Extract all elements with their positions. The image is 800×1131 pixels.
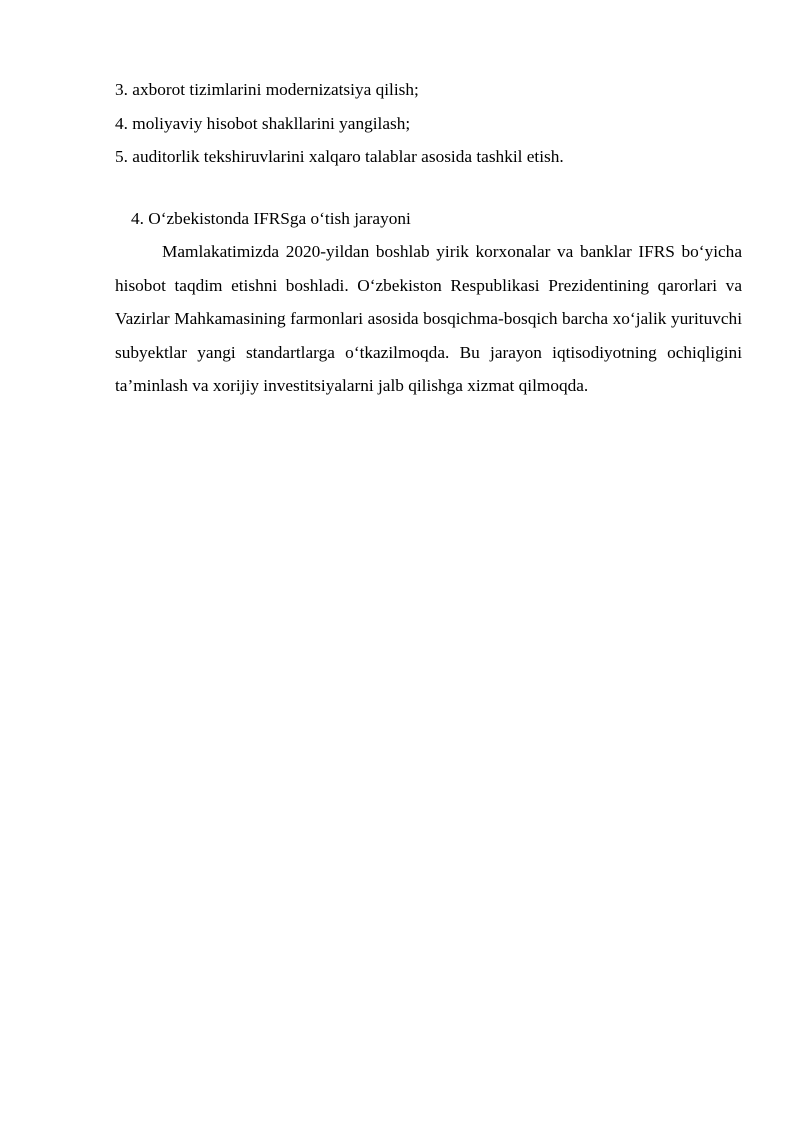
list-item: 3. axborot tizimlarini modernizatsiya qilish; (115, 80, 419, 99)
document-body (115, 73, 742, 403)
list-item: 5. auditorlik tekshiruvlarini xalqaro talablar asosida tashkil etish. (115, 147, 564, 166)
body-paragraph: Mamlakatimizda 2020-yildan boshlab yirik korxonalar va banklar IFRS bo‘yicha hisobot taqdim etishni boshladi. O‘zbekiston Respublikasi Prezidentining qarorlari va Vazirlar Mahkamasining farmonlari asosida bosqichma-bosqich barcha xo‘jalik yurituvchi subyektlar yangi standartlarga o‘tkazilmoqda. Bu jarayon iqtisodiyotning ochiqligini ta’minlash va xorijiy investitsiyalarni jalb qilishga xizmat qilmoqda. (115, 242, 742, 395)
list-item: 4. moliyaviy hisobot shakllarini yangilash; (115, 113, 411, 133)
section-heading: 4. O‘zbekistonda IFRSga o‘tish jarayoni (131, 208, 411, 228)
